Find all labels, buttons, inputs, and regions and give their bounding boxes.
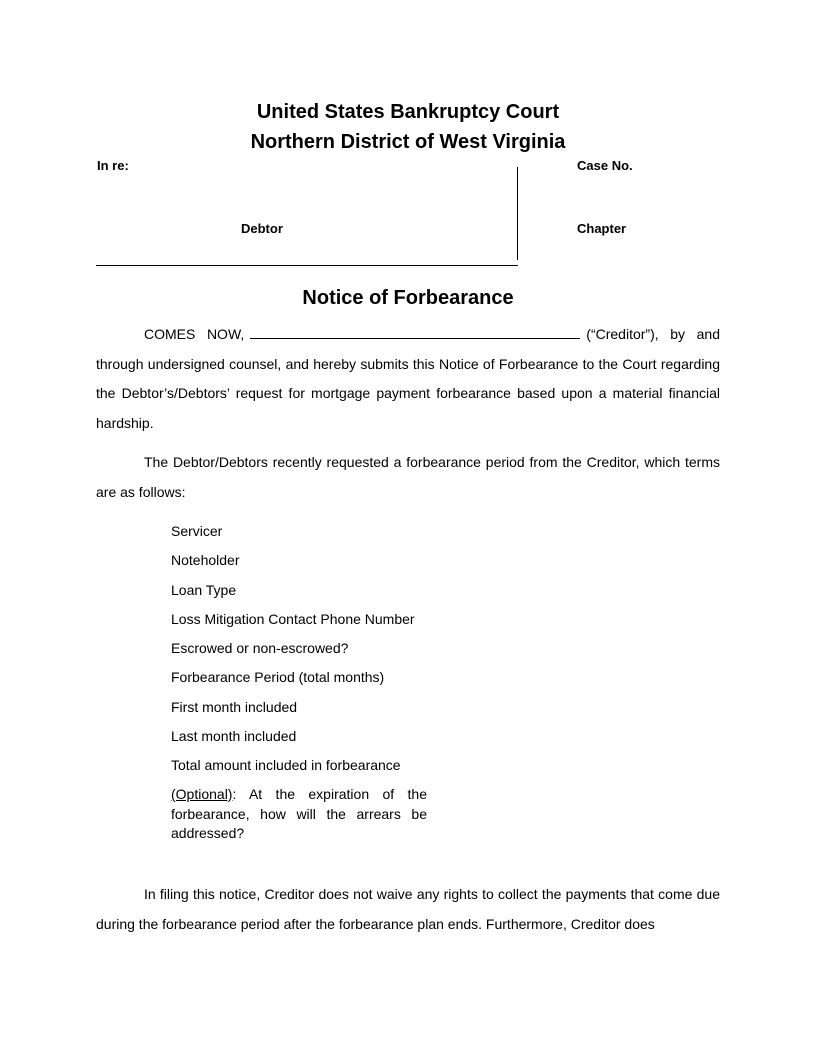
- forbearance-terms-list: [171, 519, 427, 783]
- list-item: First month included: [171, 698, 298, 715]
- comes-now-text: COMES NOW,: [144, 326, 245, 342]
- list-item: Noteholder: [171, 552, 240, 569]
- list-item: Last month included: [171, 728, 297, 745]
- list-item: Total amount included in forbearance: [171, 757, 401, 774]
- chapter-label: Chapter: [577, 221, 627, 236]
- paragraph-no-waiver: In filing this notice, Creditor does not waive any rights to collect the payments that come due during the forbearance period after the forbearance plan ends. Furthermore, Creditor does: [96, 886, 720, 932]
- debtor-label: Debtor: [241, 221, 283, 236]
- creditor-name-blank[interactable]: [250, 324, 580, 339]
- optional-label: (Optional): [171, 786, 233, 802]
- list-item: Servicer: [171, 523, 223, 539]
- optional-arrears-item: [171, 785, 427, 844]
- court-district: Northern District of West Virginia: [250, 131, 566, 153]
- comes-now-rest-text: (“Creditor”), by and through undersigned counsel, and hereby submits this Notice of Forbearance to the Court regarding the Debtor’s/Debtors’ request for mortgage payment forbearance based upon a material financial hardship.: [96, 326, 720, 431]
- notice-title: Notice of Forbearance: [302, 287, 514, 309]
- caption-horizontal-divider: [96, 265, 518, 266]
- paragraph-forbearance-request: The Debtor/Debtors recently requested a forbearance period from the Creditor, which terms are as follows:: [96, 454, 720, 500]
- case-number-label: Case No.: [577, 158, 633, 173]
- list-item: Loan Type: [171, 581, 237, 598]
- caption-vertical-divider: [517, 167, 518, 260]
- list-item: Escrowed or non-escrowed?: [171, 640, 349, 657]
- list-item: Loss Mitigation Contact Phone Number: [171, 610, 415, 627]
- paragraph-comes-now: [96, 320, 720, 438]
- optional-text: : At the expiration of the forbearance, how will the arrears be addressed?: [171, 786, 427, 841]
- court-name: United States Bankruptcy Court: [256, 101, 560, 123]
- in-re-label: In re:: [97, 158, 129, 173]
- list-item: Forbearance Period (total months): [171, 669, 385, 686]
